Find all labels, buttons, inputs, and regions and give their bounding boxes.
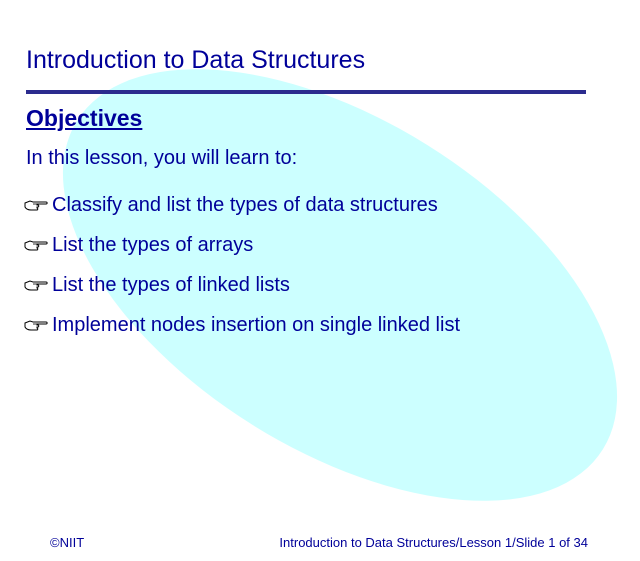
pointing-hand-icon [24, 278, 48, 292]
list-item [24, 265, 460, 305]
list-item [24, 305, 460, 345]
pointing-hand-icon [24, 198, 48, 212]
footer-slide-info: Introduction to Data Structures/Lesson 1/Slide 1 of 34 [279, 535, 588, 550]
list-item [24, 225, 460, 265]
header-divider [26, 90, 586, 94]
slide-header-title: Introduction to Data Structures [26, 46, 366, 74]
pointing-hand-icon [24, 318, 48, 332]
objective-text: Classify and list the types of data structures [52, 193, 438, 216]
objective-text: Implement nodes insertion on single linked list [52, 313, 460, 336]
section-heading: Objectives [26, 105, 143, 131]
objectives-list [24, 185, 460, 345]
objective-text: List the types of linked lists [52, 273, 290, 296]
intro-text: In this lesson, you will learn to: [26, 147, 298, 169]
objective-text: List the types of arrays [52, 233, 254, 256]
pointing-hand-icon [24, 238, 48, 252]
list-item [24, 185, 460, 225]
footer-copyright: ©NIIT [50, 535, 85, 550]
